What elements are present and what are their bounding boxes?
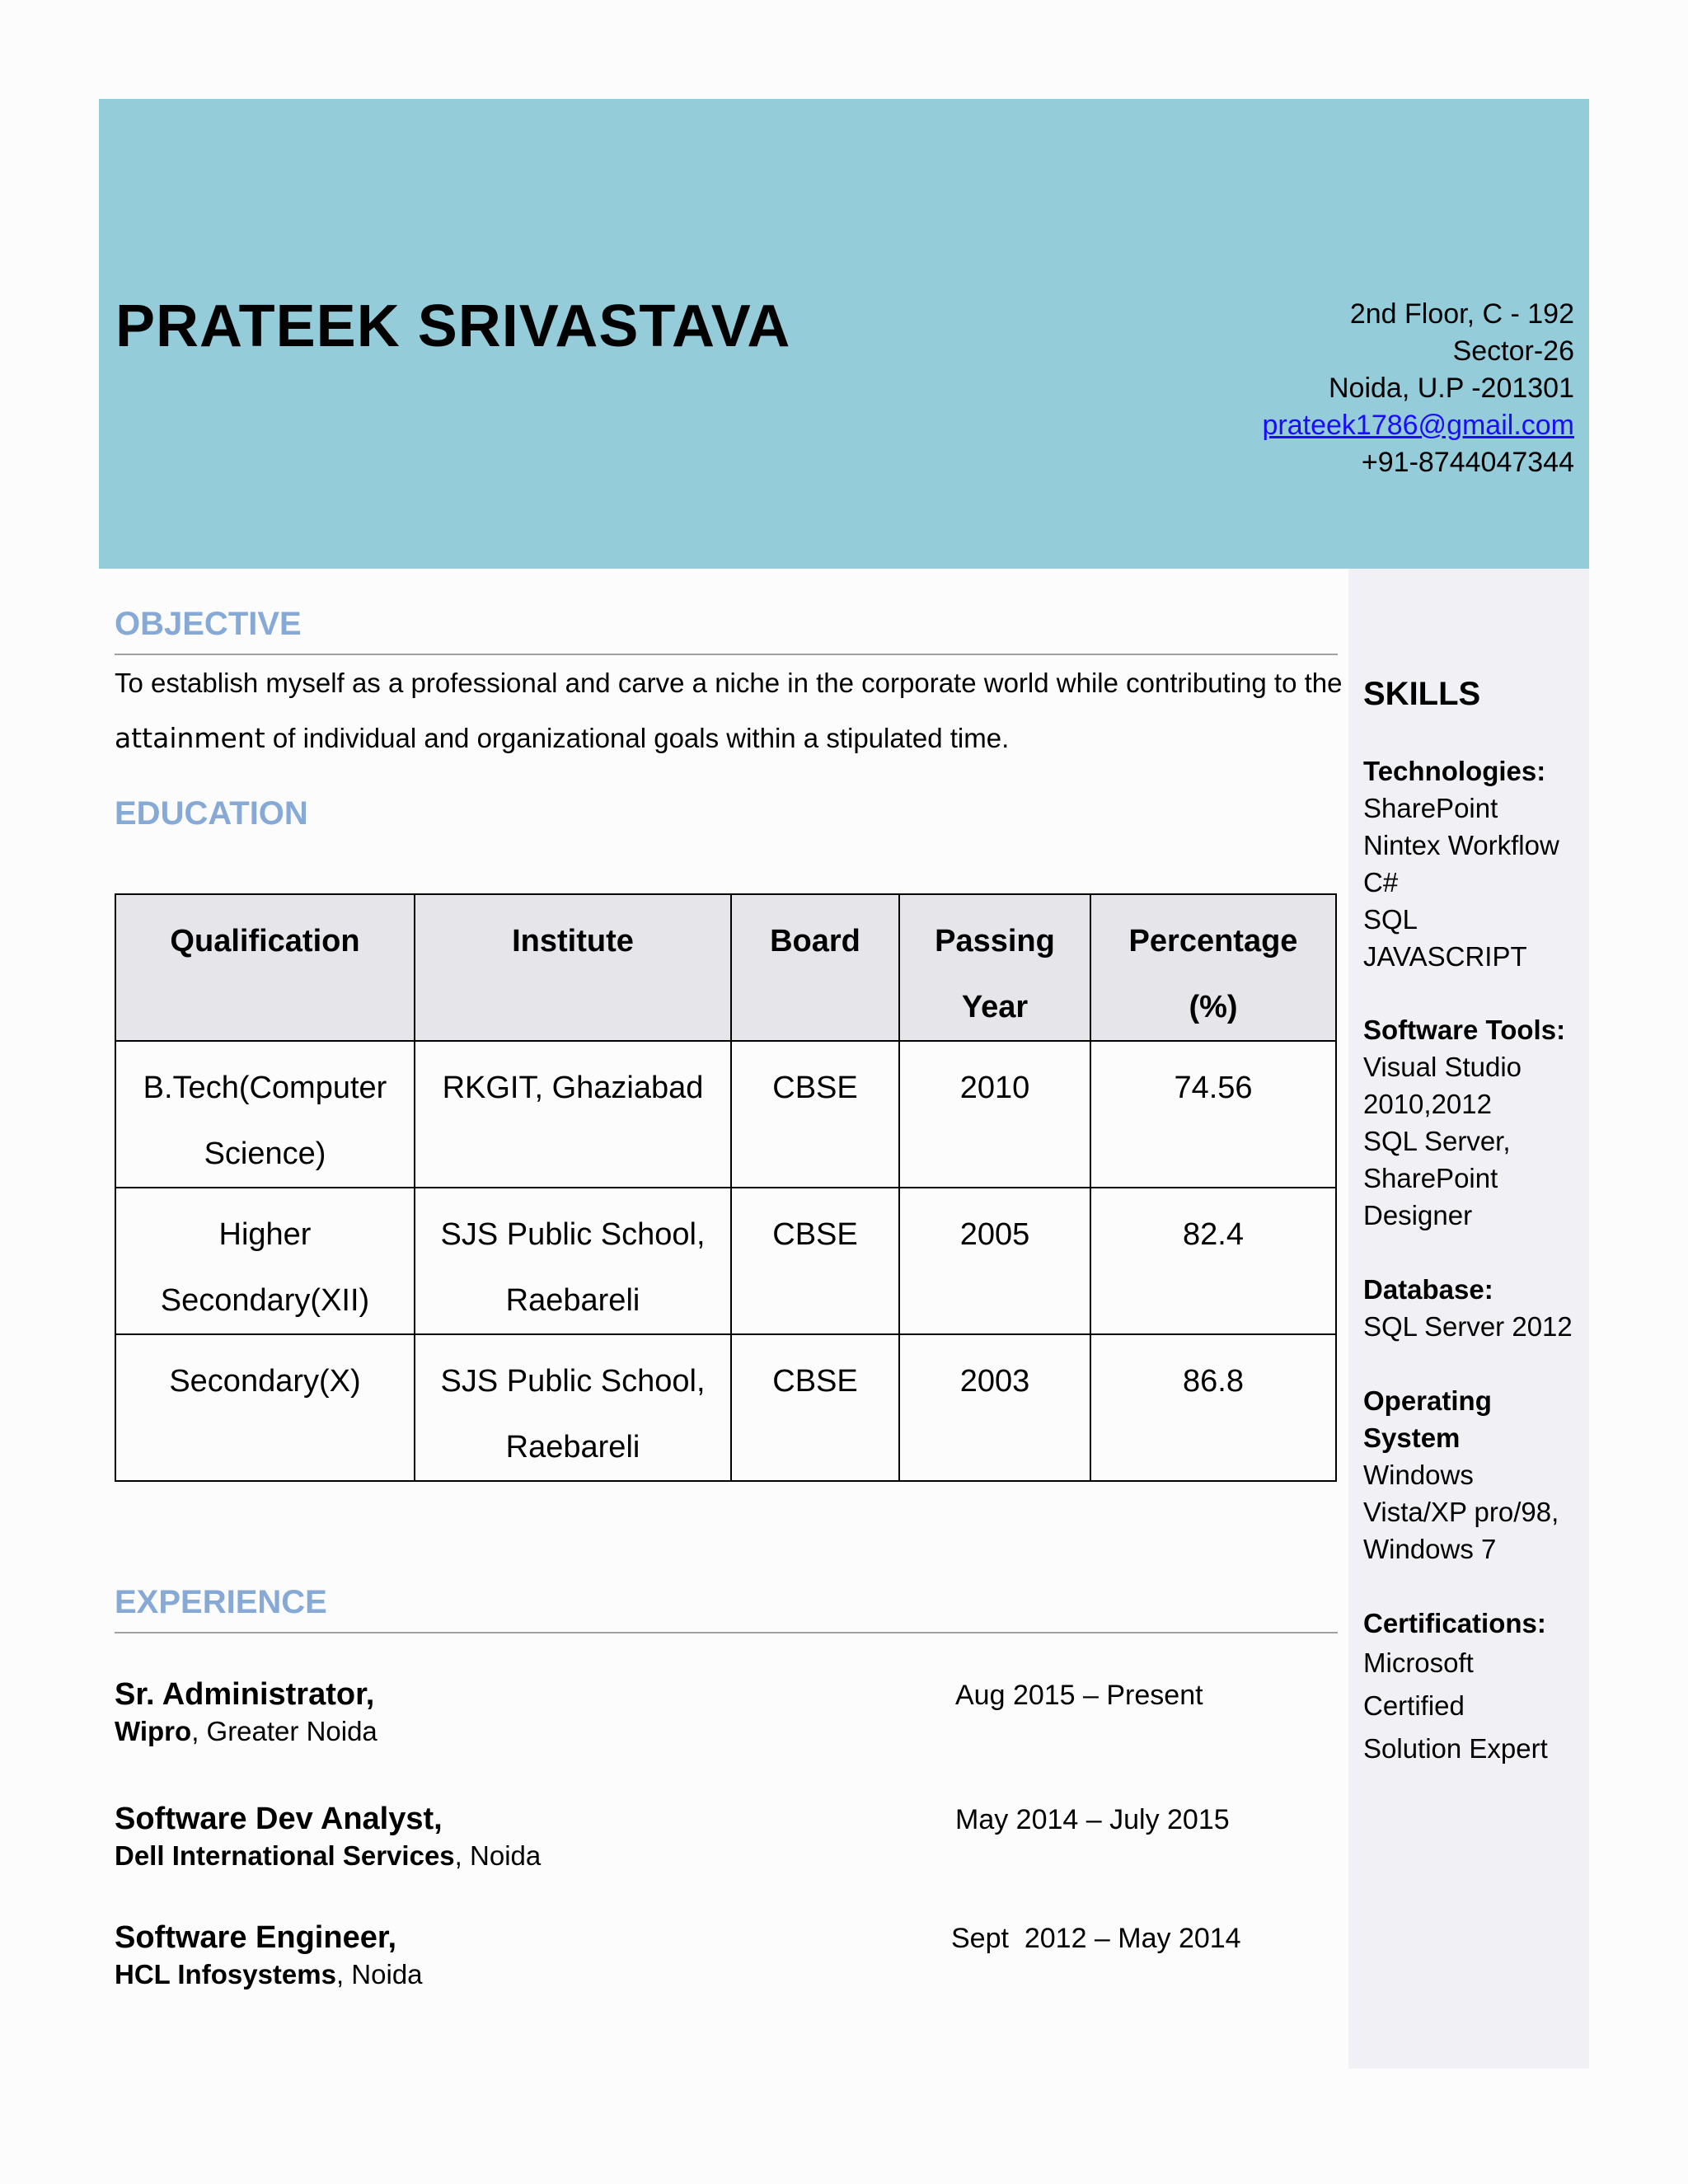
year-cell: 2010	[899, 1041, 1090, 1188]
company-location: , Greater Noida	[191, 1716, 377, 1746]
objective-text-part: of individual and organizational goals within a stipulated time.	[265, 723, 1010, 753]
objective-text-part: attainment	[115, 722, 265, 754]
skill-item: C#	[1363, 867, 1399, 898]
job-dates: Aug 2015 – Present	[955, 1680, 1203, 1711]
job-dates: May 2014 – July 2015	[955, 1804, 1230, 1835]
certifications-heading: Certifications:	[1363, 1608, 1546, 1638]
operating-system-heading: System	[1363, 1422, 1461, 1453]
column-header-qualification: Qualification	[115, 894, 415, 1041]
contact-block	[1263, 296, 1574, 481]
technologies-heading: Technologies:	[1363, 756, 1546, 786]
job-company	[115, 1957, 1334, 1993]
operating-system-block	[1363, 1382, 1586, 1568]
phone-number: +91-8744047344	[1361, 447, 1574, 478]
year-cell: 2005	[899, 1188, 1090, 1334]
table-header-row	[115, 894, 1336, 1041]
job-dates: Sept 2012 – May 2014	[951, 1923, 1241, 1954]
skill-item: SQL	[1363, 904, 1418, 935]
table-row	[115, 1334, 1336, 1481]
job-title: Software Engineer,	[115, 1920, 397, 1955]
board-cell: CBSE	[731, 1188, 899, 1334]
company-location: , Noida	[454, 1840, 542, 1871]
skill-item: Designer	[1363, 1200, 1473, 1230]
table-row	[115, 1041, 1336, 1188]
company-name: Dell International Services	[115, 1840, 455, 1871]
skills-sidebar	[1348, 569, 1589, 2069]
objective-text-part: To establish myself as a professional and carve a niche in the corporate world while contributing to the	[115, 668, 1343, 698]
education-heading: EDUCATION	[115, 795, 308, 832]
institute-cell: SJS Public School, Raebareli	[415, 1188, 731, 1334]
skill-item: Nintex Workflow	[1363, 830, 1559, 860]
job-title: Software Dev Analyst,	[115, 1802, 443, 1836]
header-band	[99, 99, 1589, 569]
year-cell: 2003	[899, 1334, 1090, 1481]
qualification-cell: B.Tech(Computer Science)	[115, 1041, 415, 1188]
job-company	[115, 1838, 1334, 1874]
table-row	[115, 1188, 1336, 1334]
experience-divider	[115, 1632, 1338, 1633]
skill-item: Windows	[1363, 1460, 1474, 1490]
address-line: Noida, U.P -201301	[1328, 373, 1574, 404]
job-company	[115, 1713, 1334, 1750]
institute-cell: RKGIT, Ghaziabad	[415, 1041, 731, 1188]
skill-item: Windows 7	[1363, 1534, 1497, 1564]
skill-item: Vista/XP pro/98,	[1363, 1497, 1559, 1527]
job-entry	[115, 1919, 1334, 1993]
board-cell: CBSE	[731, 1334, 899, 1481]
education-table	[115, 893, 1337, 1482]
email-link[interactable]: prateek1786@gmail.com	[1262, 410, 1574, 441]
skill-item: SQL Server,	[1363, 1126, 1511, 1156]
job-title: Sr. Administrator,	[115, 1677, 375, 1712]
column-header-institute: Institute	[415, 894, 731, 1041]
qualification-cell: Secondary(X)	[115, 1334, 415, 1481]
skill-item: Certified	[1363, 1690, 1465, 1721]
skills-heading: SKILLS	[1363, 676, 1481, 712]
column-header-passing-year: Passing Year	[899, 894, 1090, 1041]
column-header-percentage: Percentage (%)	[1090, 894, 1336, 1041]
objective-text	[115, 655, 1343, 766]
address-line: Sector-26	[1452, 335, 1574, 367]
technologies-block	[1363, 752, 1586, 975]
company-name: Wipro	[115, 1716, 192, 1746]
board-cell: CBSE	[731, 1041, 899, 1188]
job-entry	[115, 1800, 1334, 1874]
address-line: 2nd Floor, C - 192	[1349, 298, 1574, 330]
skill-item: SharePoint	[1363, 793, 1498, 823]
percentage-cell: 74.56	[1090, 1041, 1336, 1188]
skill-item: 2010,2012	[1363, 1089, 1492, 1119]
qualification-cell: Higher Secondary(XII)	[115, 1188, 415, 1334]
database-block	[1363, 1271, 1586, 1345]
software-tools-block	[1363, 1011, 1586, 1234]
software-tools-heading: Software Tools:	[1363, 1015, 1566, 1045]
experience-heading: EXPERIENCE	[115, 1584, 327, 1620]
percentage-cell: 86.8	[1090, 1334, 1336, 1481]
skill-item: Microsoft	[1363, 1647, 1474, 1678]
company-name: HCL Infosystems	[115, 1959, 336, 1990]
database-heading: Database:	[1363, 1274, 1493, 1305]
institute-cell: SJS Public School, Raebareli	[415, 1334, 731, 1481]
candidate-name: PRATEEK SRIVASTAVA	[115, 293, 791, 359]
skill-item: SharePoint	[1363, 1163, 1498, 1193]
job-entry	[115, 1675, 1334, 1750]
objective-heading: OBJECTIVE	[115, 606, 302, 642]
operating-system-heading: Operating	[1363, 1385, 1492, 1416]
percentage-cell: 82.4	[1090, 1188, 1336, 1334]
skill-item: Visual Studio	[1363, 1052, 1522, 1082]
certifications-block	[1363, 1605, 1586, 1770]
company-location: , Noida	[335, 1959, 423, 1990]
column-header-board: Board	[731, 894, 899, 1041]
skill-item: JAVASCRIPT	[1363, 941, 1527, 972]
skill-item: SQL Server 2012	[1363, 1311, 1573, 1342]
skill-item: Solution Expert	[1363, 1733, 1548, 1764]
